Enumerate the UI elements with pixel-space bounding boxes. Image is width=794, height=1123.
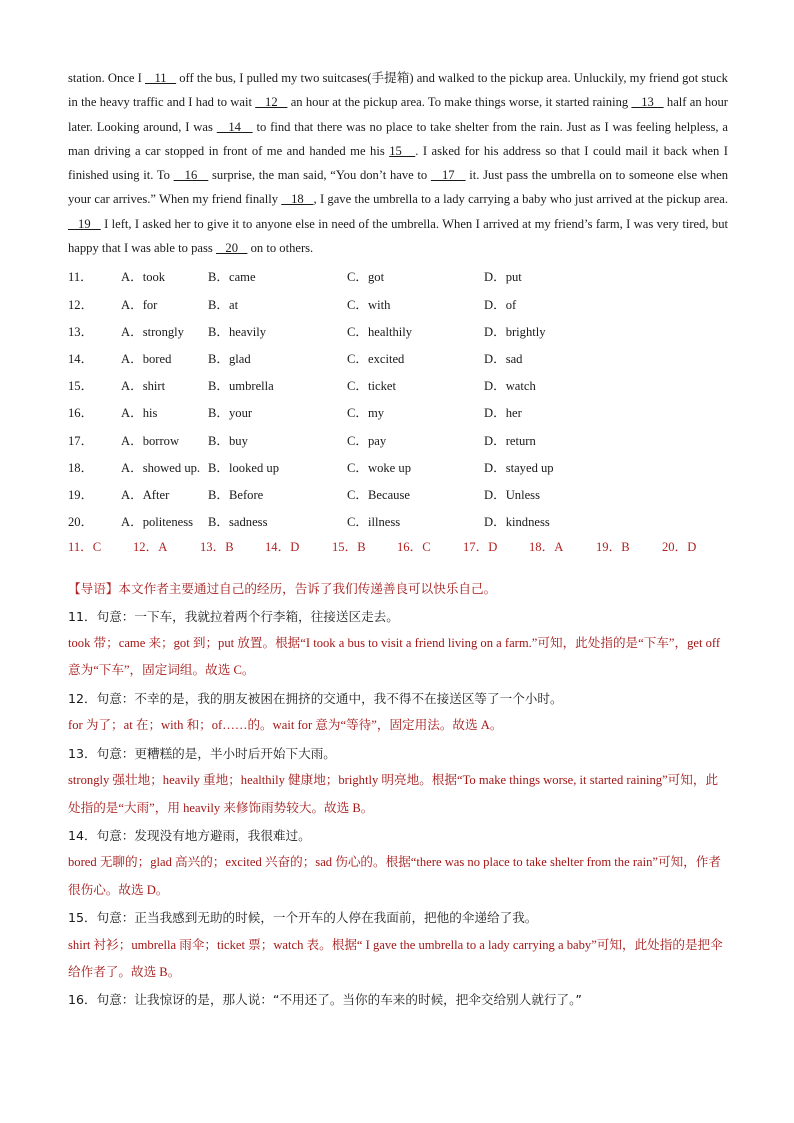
blank-11: 11 <box>144 71 177 85</box>
explanation-meaning: 15．句意：正当我感到无助的时候，一个开车的人停在我面前，把他的伞递给了我。 <box>68 910 538 926</box>
passage-text: on to others. <box>247 241 314 256</box>
passage-text: it. Just pass the umbrella on to someone else when your car arrives.” When my friend finally <box>68 168 729 207</box>
passage-text: . I asked for his address so that I could mail it back when I finished using it. To <box>68 143 728 183</box>
option-b: B．heavily <box>208 324 267 339</box>
answer-item: 13．B <box>200 540 234 555</box>
option-d: D．Unless <box>484 487 540 502</box>
option-c: C．with <box>347 297 391 312</box>
blank-14: 14 <box>216 119 253 134</box>
option-c: C．woke up <box>347 460 412 475</box>
option-row <box>68 426 604 453</box>
option-d: D．return <box>484 433 536 448</box>
answer-key <box>68 534 728 561</box>
option-c: C．pay <box>347 433 387 448</box>
option-row <box>68 507 604 534</box>
explanation-analysis: for 为了；at 在；with 和；of……的。wait for 意为“等待”，固定用法。故选 A。 <box>68 718 503 733</box>
option-a: A．for <box>121 297 158 312</box>
options-table <box>68 262 604 534</box>
answer-item: 15．B <box>332 540 366 555</box>
answer-item: 18．A <box>529 540 564 555</box>
question-number: 11． <box>68 270 93 285</box>
answer-item: 16．C <box>397 540 431 555</box>
answer-item: 14．D <box>265 540 300 555</box>
option-b: B．Before <box>208 487 264 502</box>
answer-item: 19．B <box>596 540 630 555</box>
passage-text: station. Once I <box>68 71 145 85</box>
option-a: A．strongly <box>121 324 184 339</box>
blank-16: 16 <box>173 168 209 183</box>
question-number: 12． <box>68 297 94 312</box>
option-a: A．bored <box>121 352 172 367</box>
explanation-meaning: 11．句意：一下车，我就拉着两个行李箱，往接送区走去。 <box>68 608 399 624</box>
blank-13: 13 <box>631 95 664 110</box>
blank-12: 12 <box>255 95 288 110</box>
option-d: D．her <box>484 406 522 421</box>
option-d: D．brightly <box>484 324 546 339</box>
question-number: 19． <box>68 487 94 502</box>
explanation-analysis: strongly 强壮地；heavily 重地；healthily 健康地；brightly 明亮地。根据“To make things worse, it started raining”可知，此处指的是“大雨”，用 heavily 来修饰雨势较大。故选 B。 <box>68 773 719 815</box>
document-page <box>68 66 728 1014</box>
passage-text: an hour at the pickup area. To make things worse, it started raining <box>287 95 632 110</box>
option-b: B．at <box>208 297 239 312</box>
option-row <box>68 290 604 317</box>
option-a: A．After <box>121 487 170 502</box>
passage-text: half an hour later. Looking around, I was <box>68 95 728 134</box>
blank-19: 19 <box>68 216 101 231</box>
passage-text: , I gave the umbrella to a lady carrying a baby who just arrived at the pickup area. <box>313 192 728 207</box>
guide-text: 本文作者主要通过自己的经历，告诉了我们传递善良可以快乐自己。 <box>118 581 497 597</box>
option-row <box>68 344 604 371</box>
answer-item: 20．D <box>662 540 697 555</box>
question-number: 20． <box>68 515 94 530</box>
answer-item: 12．A <box>133 540 168 555</box>
option-row <box>68 480 604 507</box>
option-a: A．shirt <box>121 379 166 394</box>
option-d: D．kindness <box>484 515 550 530</box>
option-c: C．illness <box>347 515 401 530</box>
option-c: C．got <box>347 270 385 285</box>
option-d: D．stayed up <box>484 460 554 475</box>
blank-17: 17 <box>430 168 466 183</box>
explanation-meaning: 14．句意：发现没有地方避雨，我很难过。 <box>68 827 311 843</box>
option-b: B．your <box>208 406 253 421</box>
guide-tag: 【导语】 <box>68 581 119 597</box>
option-a: A．politeness <box>121 515 194 530</box>
option-row <box>68 453 604 480</box>
explanation-meaning: 16．句意：让我惊讶的是，那人说：“不用还了。当你的车来的时候，把伞交给别人就行了。” <box>68 992 582 1008</box>
explanation-list <box>68 603 728 1014</box>
question-number: 18． <box>68 460 94 475</box>
question-number: 16． <box>68 406 94 421</box>
answer-item: 17．D <box>463 540 498 555</box>
option-row <box>68 371 604 398</box>
option-b: B．looked up <box>208 460 280 475</box>
explanation-analysis: took 带；came 来；got 到；put 放置。根据“I took a bus to visit a friend living on a farm.”可知，此处指的是“下车”，get off 意为“下车”，固定词组。故选 C。 <box>68 636 721 678</box>
option-c: C．healthily <box>347 324 413 339</box>
explanation-analysis: shirt 衬衫；umbrella 雨伞；ticket 票；watch 表。根据“ I gave the umbrella to a lady carrying a baby”可知，此处指的是把伞给作者了。故选 B。 <box>68 937 723 979</box>
option-b: B．glad <box>208 352 251 367</box>
option-c: C．my <box>347 406 385 421</box>
option-d: D．of <box>484 297 517 312</box>
cloze-passage <box>68 66 728 260</box>
explanations <box>68 575 728 1014</box>
answer-item: 11．C <box>68 540 102 555</box>
option-b: B．came <box>208 270 256 285</box>
options-body <box>68 262 604 534</box>
option-b: B．sadness <box>208 515 268 530</box>
option-c: C．ticket <box>347 379 396 394</box>
option-a: A．borrow <box>121 433 180 448</box>
option-a: A．took <box>121 270 166 285</box>
option-d: D．sad <box>484 352 523 367</box>
option-row <box>68 398 604 425</box>
option-row <box>68 262 604 289</box>
explanation-meaning: 13．句意：更糟糕的是，半小时后开始下大雨。 <box>68 745 336 761</box>
question-number: 15． <box>68 379 94 394</box>
guide-paragraph <box>68 575 728 602</box>
option-d: D．watch <box>484 379 536 394</box>
option-a: A．his <box>121 406 158 421</box>
option-d: D．put <box>484 270 522 285</box>
explanation-analysis: bored 无聊的；glad 高兴的；excited 兴奋的；sad 伤心的。根据“there was no place to take shelter from the rain”可知，作者很伤心。故选 D。 <box>68 855 721 897</box>
question-number: 17． <box>68 433 94 448</box>
option-a: A．showed up. <box>121 460 201 475</box>
passage-text: surprise, the man said, “You don’t have to <box>208 168 431 183</box>
passage-text: I left, I asked her to give it to anyone else in need of the umbrella. When I arrived at my friend’s farm, I was very tired, but happy that I was able to pass <box>68 216 729 256</box>
option-b: B．buy <box>208 433 248 448</box>
passage-text: to find that there was no place to take shelter from the rain. Just as I was feeling helpless, a man driving a car stopped in front of me and handed me his <box>68 119 728 158</box>
question-number: 14． <box>68 352 94 367</box>
blank-15: 15 <box>389 143 416 158</box>
blank-20: 20 <box>215 241 248 256</box>
option-c: C．excited <box>347 352 405 367</box>
passage-text: off the bus, I pulled my two suitcases(手提箱) and walked to the pickup area. Unluckily, my friend got stuck in the heavy traffic and I had to wait <box>68 71 728 110</box>
blank-18: 18 <box>281 192 314 207</box>
option-row <box>68 317 604 344</box>
question-number: 13． <box>68 324 94 339</box>
explanation-meaning: 12．句意：不幸的是，我的朋友被困在拥挤的交通中，我不得不在接送区等了一个小时。 <box>68 690 563 706</box>
option-c: C．Because <box>347 487 410 502</box>
option-b: B．umbrella <box>208 379 274 394</box>
